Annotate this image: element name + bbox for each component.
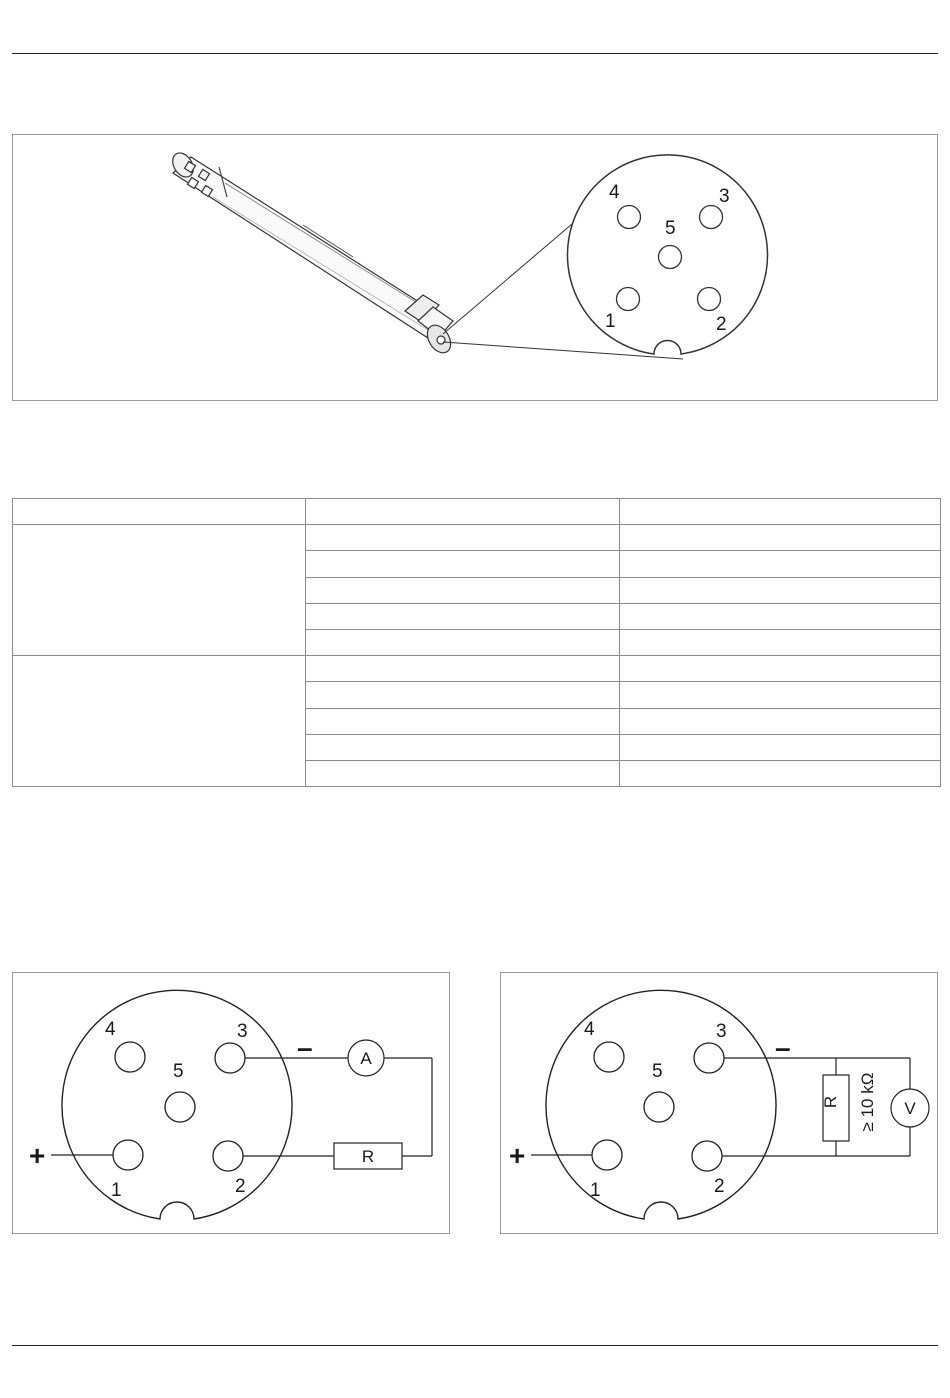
pin-2-hole: [213, 1141, 243, 1171]
top-rule: [12, 53, 938, 54]
pin-3-label: 3: [716, 1021, 727, 1042]
sensor-probe: [168, 149, 455, 357]
connector-face-zoom: [568, 155, 768, 354]
table-group-cell: [13, 656, 306, 787]
connector-face: [62, 990, 292, 1219]
table-cell: [620, 551, 941, 577]
table-cell: [620, 577, 941, 603]
minus-sign: –: [297, 1032, 313, 1063]
pin-3-hole: [215, 1043, 245, 1073]
table-cell: [620, 734, 941, 760]
voltmeter-label: V: [904, 1099, 916, 1118]
pin-1-label: 1: [590, 1180, 601, 1201]
pin-3-label: 3: [237, 1021, 248, 1042]
resistor-label: R: [361, 1147, 375, 1166]
connector-face: [546, 990, 776, 1219]
pin-2-label: 2: [714, 1176, 725, 1197]
pin-5-hole: [644, 1092, 674, 1122]
minus-sign: –: [775, 1032, 791, 1063]
table-cell: [620, 629, 941, 655]
pin-1-label: 1: [111, 1180, 122, 1201]
table-cell: [306, 577, 620, 603]
table-cell: [306, 760, 620, 786]
pin-2-hole: [698, 288, 721, 311]
pin-4-label: 4: [105, 1019, 116, 1040]
resistor-value-label: ≥ 10 kΩ: [858, 1072, 877, 1132]
table-cell: [306, 656, 620, 682]
table-cell: [306, 734, 620, 760]
table-cell: [620, 499, 941, 525]
voltage-circuit-drawing: [501, 973, 939, 1235]
table-cell: [13, 499, 306, 525]
resistor-label: R: [821, 1095, 840, 1109]
bottom-rule: [12, 1345, 938, 1346]
pin-5-hole: [659, 246, 682, 269]
plus-sign: +: [29, 1140, 46, 1171]
table-row: [13, 525, 941, 551]
pin-1-label: 1: [605, 311, 616, 332]
pin-1-hole: [113, 1140, 143, 1170]
pin-5-label: 5: [652, 1061, 663, 1082]
pin-5-hole: [165, 1092, 195, 1122]
table-cell: [620, 682, 941, 708]
pin-1-hole: [592, 1140, 622, 1170]
table-cell: [620, 656, 941, 682]
pin-5-label: 5: [173, 1061, 184, 1082]
table-cell: [620, 525, 941, 551]
pin-3-hole: [694, 1043, 724, 1073]
pin-2-label: 2: [716, 314, 727, 335]
pin-4-hole: [618, 206, 641, 229]
pin-3-hole: [700, 206, 723, 229]
pin-4-label: 4: [584, 1019, 595, 1040]
pin-4-hole: [594, 1042, 624, 1072]
voltage-output-circuit: [500, 972, 938, 1234]
current-output-circuit: [12, 972, 450, 1234]
pin-4-hole: [115, 1042, 145, 1072]
table-group-cell: [13, 525, 306, 656]
table-cell: [306, 708, 620, 734]
pin-2-label: 2: [235, 1176, 246, 1197]
sensor-figure: [12, 134, 938, 401]
table-cell: [306, 525, 620, 551]
table-cell: [306, 499, 620, 525]
sensor-drawing: [13, 135, 939, 402]
current-circuit-drawing: [13, 973, 451, 1235]
table-cell: [306, 603, 620, 629]
table-cell: [306, 629, 620, 655]
table-cell: [620, 603, 941, 629]
table-row: [13, 656, 941, 682]
pin-3-label: 3: [719, 186, 730, 207]
table-header-row: [13, 499, 941, 525]
pin-5-label: 5: [665, 218, 676, 239]
table-cell: [620, 708, 941, 734]
ammeter-label: A: [360, 1049, 372, 1068]
pin-2-hole: [692, 1141, 722, 1171]
pin-4-label: 4: [609, 182, 620, 203]
table-cell: [620, 760, 941, 786]
plus-sign: +: [509, 1140, 526, 1171]
pin-assignment-table: [12, 498, 941, 787]
pin-1-hole: [617, 288, 640, 311]
table-cell: [306, 551, 620, 577]
table-cell: [306, 682, 620, 708]
